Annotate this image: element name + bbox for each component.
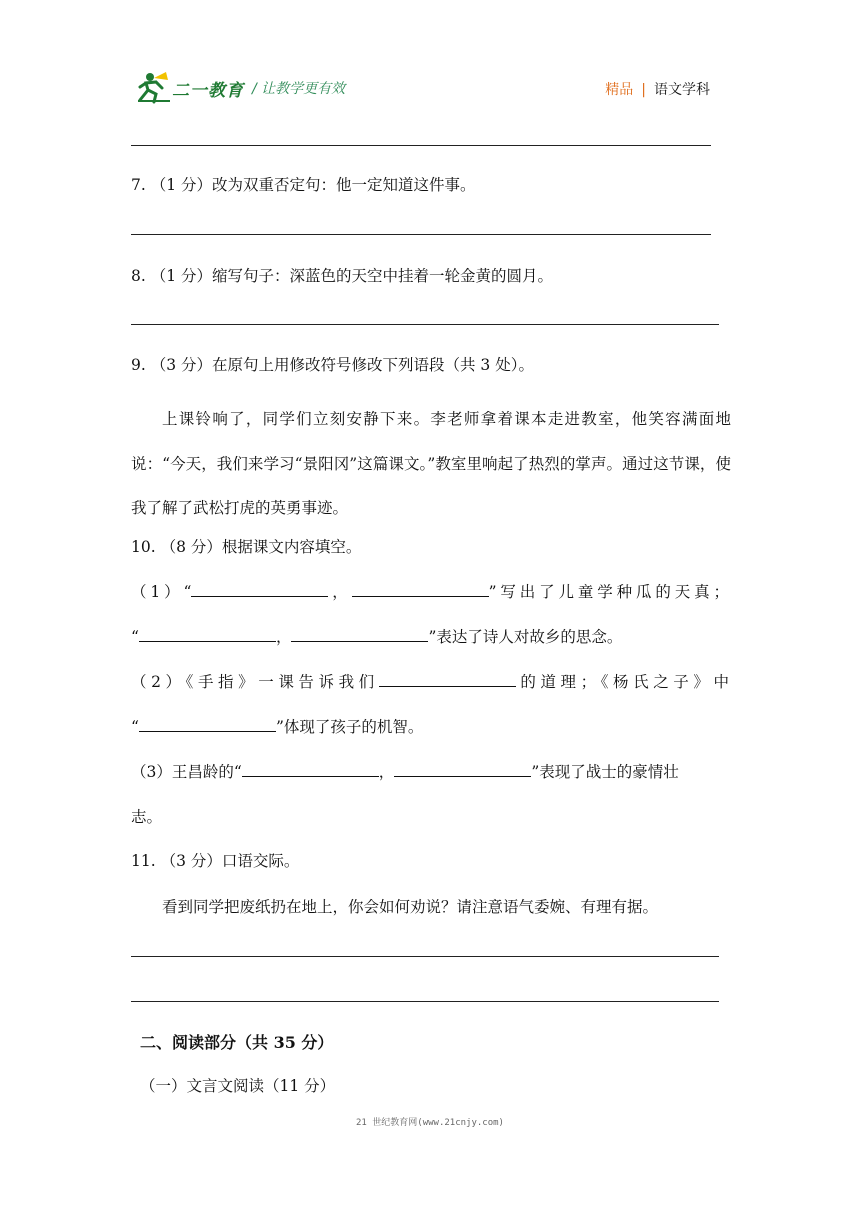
q10-3-line-b: 志。 <box>131 808 163 826</box>
answer-line-q11-1 <box>131 956 719 957</box>
question-10: 10. （8 分）根据课文内容填空。 <box>131 538 362 556</box>
q10-2a-end: 的道理；《杨氏之子》中 <box>515 673 729 691</box>
footer-source: 21 世纪教育网(www.21cnjy.com) <box>356 1118 504 1128</box>
answer-line-q6 <box>131 145 711 146</box>
question-7: 7. （1 分）改为双重否定句：他一定知道这件事。 <box>131 176 476 194</box>
answer-line-q7 <box>131 234 711 235</box>
q10-1a-end: ”写出了儿童学种瓜的天真； <box>488 583 729 601</box>
q10-1-line-b <box>131 625 622 647</box>
q10-3a-end: ”表现了战士的豪情壮 <box>531 763 679 781</box>
slogan: / 让教学更有效 <box>252 81 346 97</box>
blank-1[interactable] <box>191 582 328 597</box>
blank-2[interactable] <box>352 582 489 597</box>
q10-1a-mid: ， <box>328 583 352 601</box>
q10-2a-start: （2）《手指》一课告诉我们 <box>131 673 379 691</box>
blank-5[interactable] <box>379 672 516 687</box>
question-9: 9. （3 分）在原句上用修改符号修改下列语段（共 3 处）。 <box>131 356 534 374</box>
blank-8[interactable] <box>394 762 531 777</box>
q10-1b-end: ”表达了诗人对故乡的思念。 <box>428 628 623 646</box>
q10-1b-open: “ <box>131 628 139 646</box>
q10-2b-open: “ <box>131 718 139 736</box>
brand-name: 二一教育 <box>172 81 244 101</box>
q10-3a-start: （3）王昌龄的“ <box>131 763 242 781</box>
answer-line-q8 <box>131 324 719 325</box>
q10-2-line-a <box>131 670 731 692</box>
separator: | <box>641 82 646 98</box>
q10-1b-mid: ， <box>275 628 292 646</box>
blank-7[interactable] <box>242 762 379 777</box>
section-2-title: 二、阅读部分（共 35 分） <box>140 1033 334 1052</box>
blank-3[interactable] <box>139 627 276 642</box>
q10-1-line-a <box>131 580 731 602</box>
question-9-passage: 上课铃响了，同学们立刻安静下来。李老师拿着课本走进教室，他笑容满面地说：“今天，我们来学习“景阳冈”这篇课文。”教室里响起了热烈的掌声。通过这节课，使我了解了武松打虎的英勇事迹。 <box>131 410 731 517</box>
quality-label: 精品 <box>605 82 634 98</box>
subject-label: 语文学科 <box>654 82 710 98</box>
question-8: 8. （1 分）缩写句子：深蓝色的天空中挂着一轮金黄的圆月。 <box>131 267 554 285</box>
q10-2-line-b <box>131 715 423 737</box>
q10-3-line-a <box>131 760 679 782</box>
blank-6[interactable] <box>139 717 276 732</box>
q10-2b-end: ”体现了孩子的机智。 <box>275 718 424 736</box>
blank-4[interactable] <box>291 627 428 642</box>
section-2-subtitle: （一）文言文阅读（11 分） <box>140 1077 336 1095</box>
question-11-prompt: 看到同学把废纸扔在地上，你会如何劝说？请注意语气委婉、有理有据。 <box>162 898 659 916</box>
answer-line-q11-2 <box>131 1001 719 1002</box>
q10-3a-mid: ， <box>378 763 395 781</box>
q10-1a-open: （1）“ <box>131 583 192 601</box>
header-subject <box>605 79 710 99</box>
question-11: 11. （3 分）口语交际。 <box>131 852 300 870</box>
